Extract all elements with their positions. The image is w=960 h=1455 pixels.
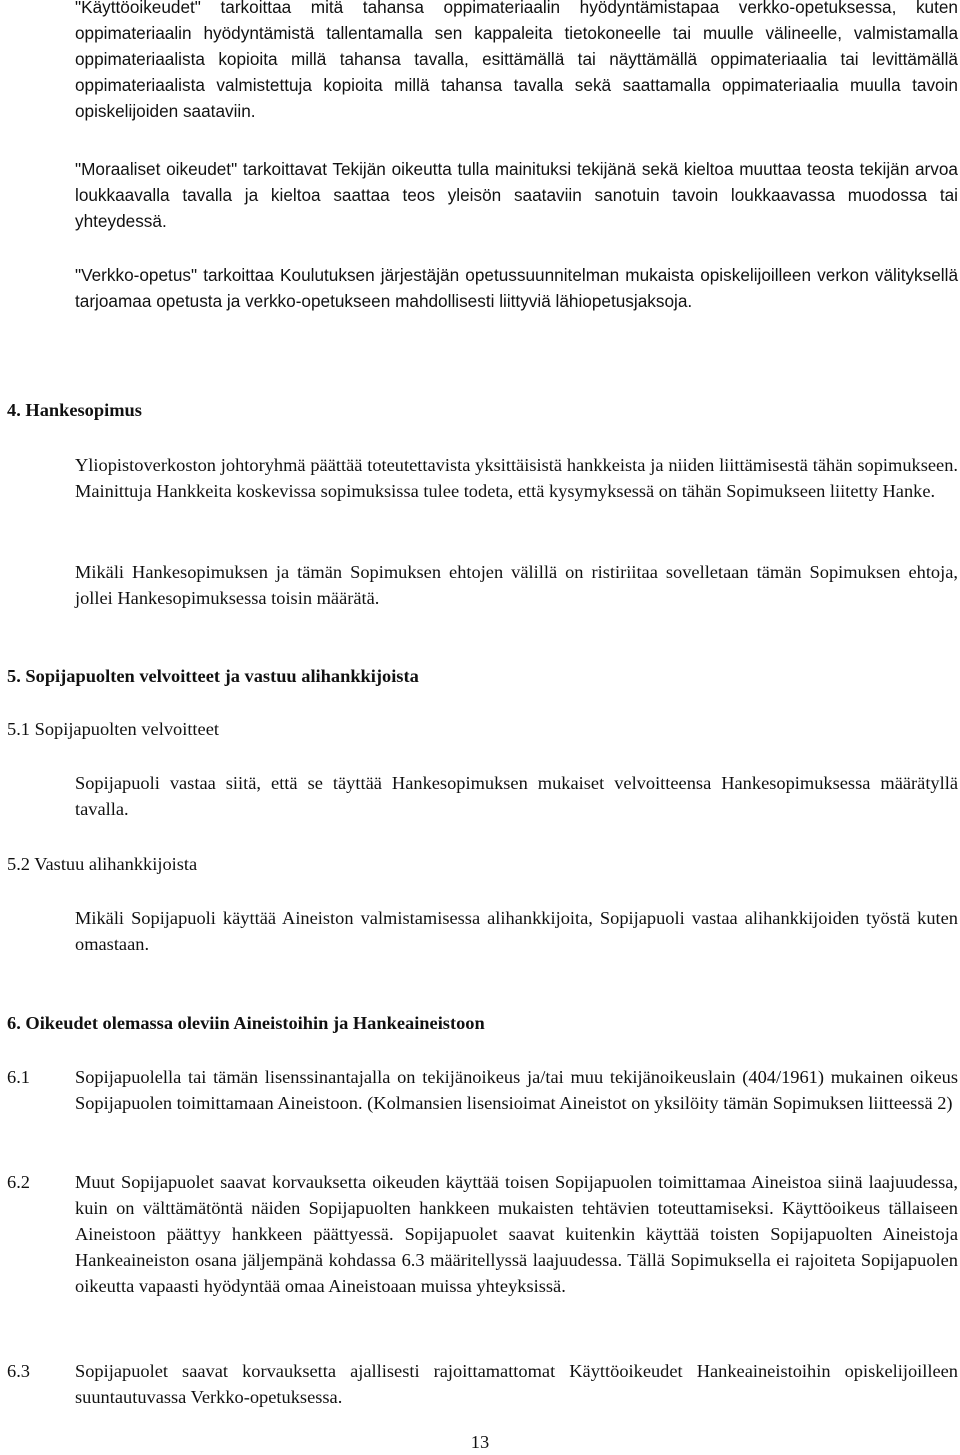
section-6-2-number: 6.2 bbox=[7, 1172, 30, 1192]
section-5-2-heading: 5.2 Vastuu alihankkijoista bbox=[7, 854, 198, 874]
page-number: 13 bbox=[470, 1432, 490, 1452]
section-5-1-heading: 5.1 Sopijapuolten velvoitteet bbox=[7, 719, 219, 739]
section-4-paragraph-1: Yliopistoverkoston johtoryhmä päättää toteutettavista yksittäisistä hankkeista ja niiden liittämisestä tähän sopimukseen. Mainittuja Hankkeita koskevissa sopimuksissa tulee todeta, että kysymyksessä on tähän Sopimukseen liitetty Hanke. bbox=[75, 455, 958, 501]
section-6-3-paragraph: Sopijapuolet saavat korvauksetta ajallisesti rajoittamattomat Käyttöoikeudet Hankeaineistoihin opiskelijoilleen suuntautuvassa Verkko-opetuksessa. bbox=[75, 1361, 958, 1407]
definition-verkko-opetus: "Verkko-opetus" tarkoittaa Koulutuksen järjestäjän opetussuunnitelman mukaista opiskelijoilleen verkon välityksellä tarjoamaa opetusta ja verkko-opetukseen mahdollisesti liittyviä lähiopetusjaksoja. bbox=[75, 265, 958, 311]
definition-moraaliset-oikeudet: "Moraaliset oikeudet" tarkoittavat Tekijän oikeutta tulla mainituksi tekijänä sekä kieltoa muuttaa teosta tekijän arvoa loukkaavalla tavalla ja kieltoa saattaa teos yleisön saataviin sanotuin tavoin loukkaavassa muodossa tai yhteydessä. bbox=[75, 159, 958, 231]
section-6-heading: 6. Oikeudet olemassa oleviin Aineistoihin ja Hankeaineistoon bbox=[7, 1013, 485, 1033]
section-6-1-number: 6.1 bbox=[7, 1067, 30, 1087]
section-6-3-number: 6.3 bbox=[7, 1361, 30, 1381]
section-4-heading: 4. Hankesopimus bbox=[7, 400, 142, 420]
section-4-paragraph-2: Mikäli Hankesopimuksen ja tämän Sopimuksen ehtojen välillä on ristiriitaa sovelletaan tämän Sopimuksen ehtoja, jollei Hankesopimuksessa toisin määrätä. bbox=[75, 562, 958, 608]
definition-kayttooikeudet: "Käyttöoikeudet" tarkoittaa mitä tahansa oppimateriaalin hyödyntämistapaa verkko-opetuksessa, kuten oppimateriaalin hyödyntämistä tallentamalla sen kappaleita tietokoneelle tai muulle välineelle, valmistamalla oppimateriaalista kopioita millä tahansa tavalla, esittämällä tai näyttämällä oppimateriaalia tai levittämällä oppimateriaalista valmistettuja kopioita millä tahansa tavalla sekä saattamalla oppimateriaalia muulla tavoin opiskelijoiden saataviin. bbox=[75, 0, 958, 121]
section-5-2-paragraph: Mikäli Sopijapuoli käyttää Aineiston valmistamisessa alihankkijoita, Sopijapuoli vastaa alihankkijoiden työstä kuten omastaan. bbox=[75, 908, 958, 954]
section-6-1-paragraph: Sopijapuolella tai tämän lisenssinantajalla on tekijänoikeus ja/tai muu tekijänoikeuslain (404/1961) mukainen oikeus Sopijapuolen toimittamaan Aineistoon. (Kolmansien lisensioimat Aineistot on yksilöity tämän Sopimuksen liitteessä 2) bbox=[75, 1067, 958, 1113]
section-6-2-paragraph: Muut Sopijapuolet saavat korvauksetta oikeuden käyttää toisen Sopijapuolen toimittamaa Aineistoa siinä laajuudessa, kuin on välttämätöntä näiden Sopijapuolten hankkeen mukaisten tehtävien toteuttamiseksi. Käyttöoikeus tällaiseen Aineistoon päättyy hankkeen päättyessä. Sopijapuolet saavat kuitenkin käyttää toisten Sopijapuolten Aineistoja Hankeaineiston osana jäljempänä kohdassa 6.3 määritellyssä laajuudessa. Tällä Sopimuksella ei rajoiteta Sopijapuolen oikeutta vapaasti hyödyntää omaa Aineistoaan muissa yhteyksissä. bbox=[75, 1172, 958, 1296]
section-5-1-paragraph: Sopijapuoli vastaa siitä, että se täyttää Hankesopimuksen mukaiset velvoitteensa Hankesopimuksessa määrätyllä tavalla. bbox=[75, 773, 958, 819]
section-5-heading: 5. Sopijapuolten velvoitteet ja vastuu alihankkijoista bbox=[7, 666, 419, 686]
